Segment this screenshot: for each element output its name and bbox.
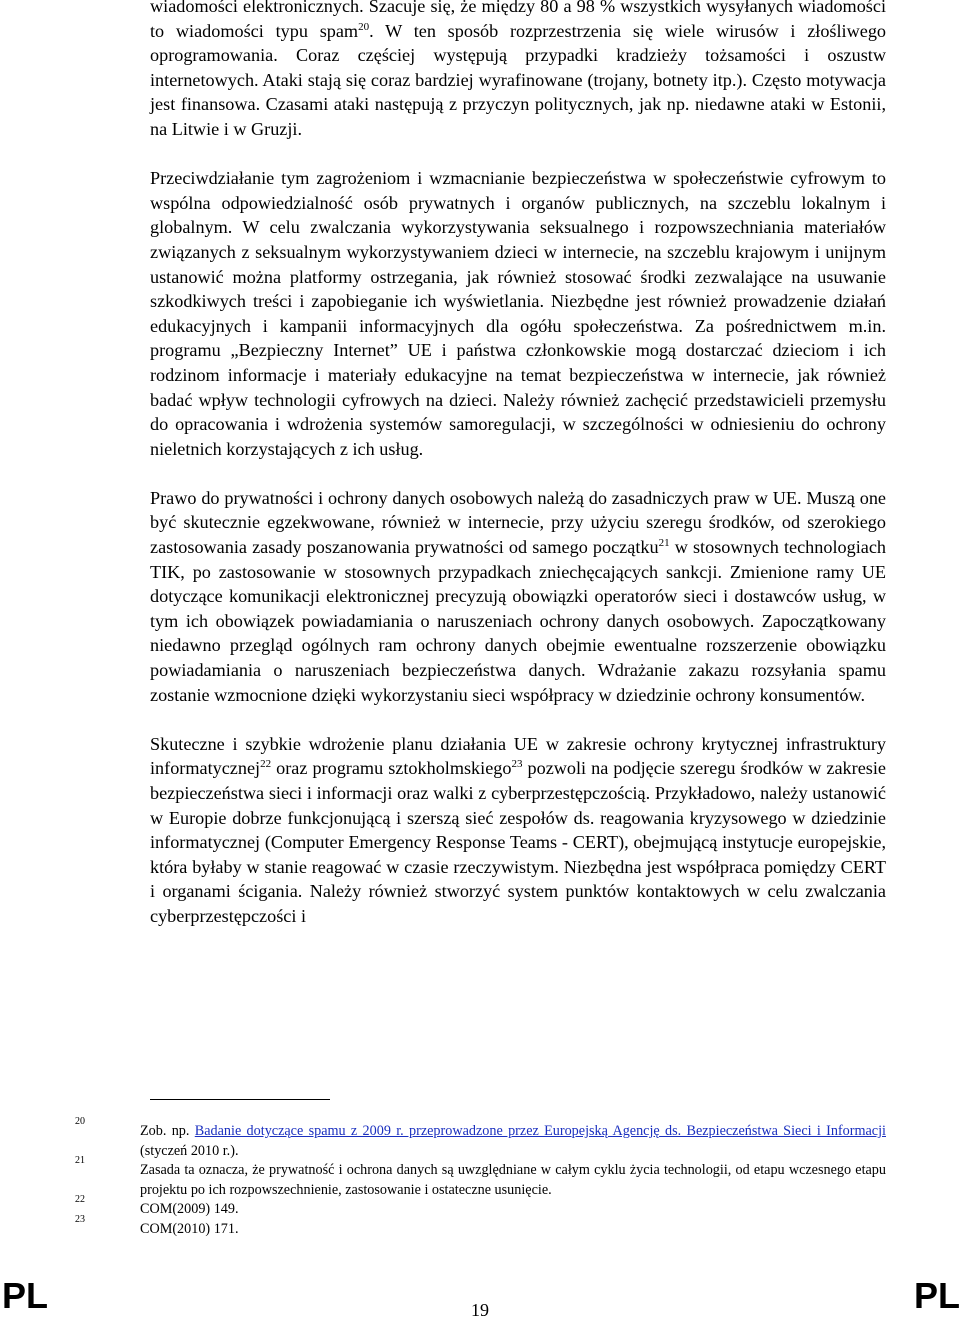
page-number: 19 xyxy=(471,1300,489,1320)
footnote-number: 20 xyxy=(75,1116,85,1127)
text-run: w stosownych technologiach TIK, po zastosowanie w stosownych przypadkach zniechęcających sankcji. Zmienione ramy UE dotyczące komunikacji elektronicznej precyzują obowiązki operatorów sieci i dostawców usług, w tym ich obowiązek powiadamiania o naruszeniach ochrony danych osobowych. Zapoczątkowany niedawno przegląd ogólnych ram ochrony danych obejmie ewentualne rozszerzenie obowiązku powiadamiania o naruszeniach bezpieczeństwa danych. Wdrażanie zakazu rozsyłania spamu zostanie wzmocnione dzięki wykorzystaniu sieci współpracy w dziedzinie ochrony konsumentów. xyxy=(150,537,886,705)
footnote-reference: 21 xyxy=(658,537,670,549)
text-run: oraz programu sztokholmskiego xyxy=(271,758,512,779)
footnote-text xyxy=(140,1161,886,1200)
footnotes xyxy=(0,1116,960,1239)
text-run: Zasada ta oznacza, że prywatność i ochrona danych są uwzględniane w całym cyklu życia technologii, od etapu wczesnego etapu projektu po ich rozpowszechnienie, zastosowanie i ostateczne usunięcie. xyxy=(140,1162,886,1198)
paragraph xyxy=(150,0,886,142)
paragraph xyxy=(150,486,886,707)
footnote xyxy=(0,1116,960,1161)
text-run: Przeciwdziałanie tym zagrożeniom i wzmacnianie bezpieczeństwa w społeczeństwie cyfrowym to wspólna odpowiedzialność osób prywatnych i organów publicznych, na szczeblu lokalnym i globalnym. W celu zwalczania wykorzystywania seksualnego i rozpowszechniania materiałów związanych z seksualnym wykorzystywaniem dzieci w internecie, na szczeblu krajowym i unijnym ustanowić można platformy ostrzegania, jak również stosować środki zezwalające na usuwanie szkodkiwych treści i zapobieganie ich wyświetlania. Niezbędne jest również prowadzenie działań edukacyjnych i kampanii informacyjnych dla ogółu społeczeństwa. Za pośrednictwem m.in. programu „Bezpieczny Internet” UE i państwa członkowskie mogą dostarczać dzieciom i ich rodzinom informacje i materiały edukacyjne na temat bezpieczeństwa w internecie, jak również badać wpływ technologii cyfrowych na dzieci. Należy również zachęcić przedstawicieli przemysłu do opracowania i wdrożenia systemów samoregulacji, w szczególności w odniesieniu do ochrony nieletnich korzystających z ich usług. xyxy=(150,168,886,459)
footnote-reference: 20 xyxy=(358,20,370,33)
text-run: Skuteczne i szybkie wdrożenie planu działania UE w zakresie ochrony krytycznej infrastruktury informatycznej xyxy=(150,733,886,779)
footnote-text xyxy=(140,1220,886,1240)
footnote-reference: 22 xyxy=(260,758,272,771)
footnote xyxy=(0,1213,960,1240)
text-run: wiadomości elektronicznych. Szacuje się, że między 80 a 98 % wszystkich wysyłanych wiadomości to wiadomości typu spam xyxy=(150,0,886,41)
footnote-separator xyxy=(150,1099,330,1100)
footnote-number: 22 xyxy=(75,1194,85,1205)
text-run: (styczeń 2010 r.). xyxy=(140,1142,239,1159)
footnote-text xyxy=(140,1200,886,1220)
paragraph xyxy=(150,166,886,461)
language-label-left: PL xyxy=(2,1275,49,1316)
footnote xyxy=(0,1155,960,1200)
text-run: pozwoli na podjęcie szeregu środków w zakresie bezpieczeństwa sieci i informacji oraz walki z cyberprzestępczością. Przykładowo, należy ustanowić w Europie dobrze funkcjonującą i szerszą sieć zespołów ds. reagowania kryzysowego w dziedzinie informatycznej (Computer Emergency Response Teams - CERT), obejmującą instytucje europejskie, która byłaby w stanie reagować w czasie rzeczywistym. Niezbędna jest współpraca pomiędzy CERT i organami ścigania. Należy również stworzyć system punktów kontaktowych w celu zwalczania cyberprzestępczości i xyxy=(150,758,886,926)
main-text xyxy=(150,0,886,953)
text-run: COM(2009) 149. xyxy=(140,1201,239,1217)
footnote-reference: 23 xyxy=(511,758,523,771)
paragraph xyxy=(150,732,886,929)
text-run: Zob. np. xyxy=(140,1123,195,1139)
footnote-link[interactable]: Badanie dotyczące spamu z 2009 r. przeprowadzone przez Europejską Agencję ds. Bezpieczeństwa Sieci i Informacji xyxy=(194,1123,886,1139)
footnote-text xyxy=(140,1122,886,1161)
footnote-number: 21 xyxy=(75,1155,85,1166)
text-run: Prawo do prywatności i ochrony danych osobowych należą do zasadniczych praw w UE. Muszą one być skutecznie egzekwowane, również w internecie, przy użyciu szeregu środków, od szerokiego zastosowania zasady poszanowania prywatności od samego początku xyxy=(150,487,886,558)
text-run: COM(2010) 171. xyxy=(140,1220,239,1237)
footnote-number: 23 xyxy=(75,1213,85,1225)
footnote xyxy=(0,1194,960,1220)
language-label-right: PL xyxy=(913,1275,960,1316)
text-run: . W ten sposób rozprzestrzenia się wiele wirusów i złośliwego oprogramowania. Coraz częściej występują przypadki kradzieży tożsamości i oszustw internetowych. Ataki stają się coraz bardziej wyrafinowane (trojany, botnety itp.). Często motywacja jest finansowa. Czasami ataki następują z przyczyn politycznych, jak np. niedawne ataki w Estonii, na Litwie i w Gruzji. xyxy=(150,20,887,139)
